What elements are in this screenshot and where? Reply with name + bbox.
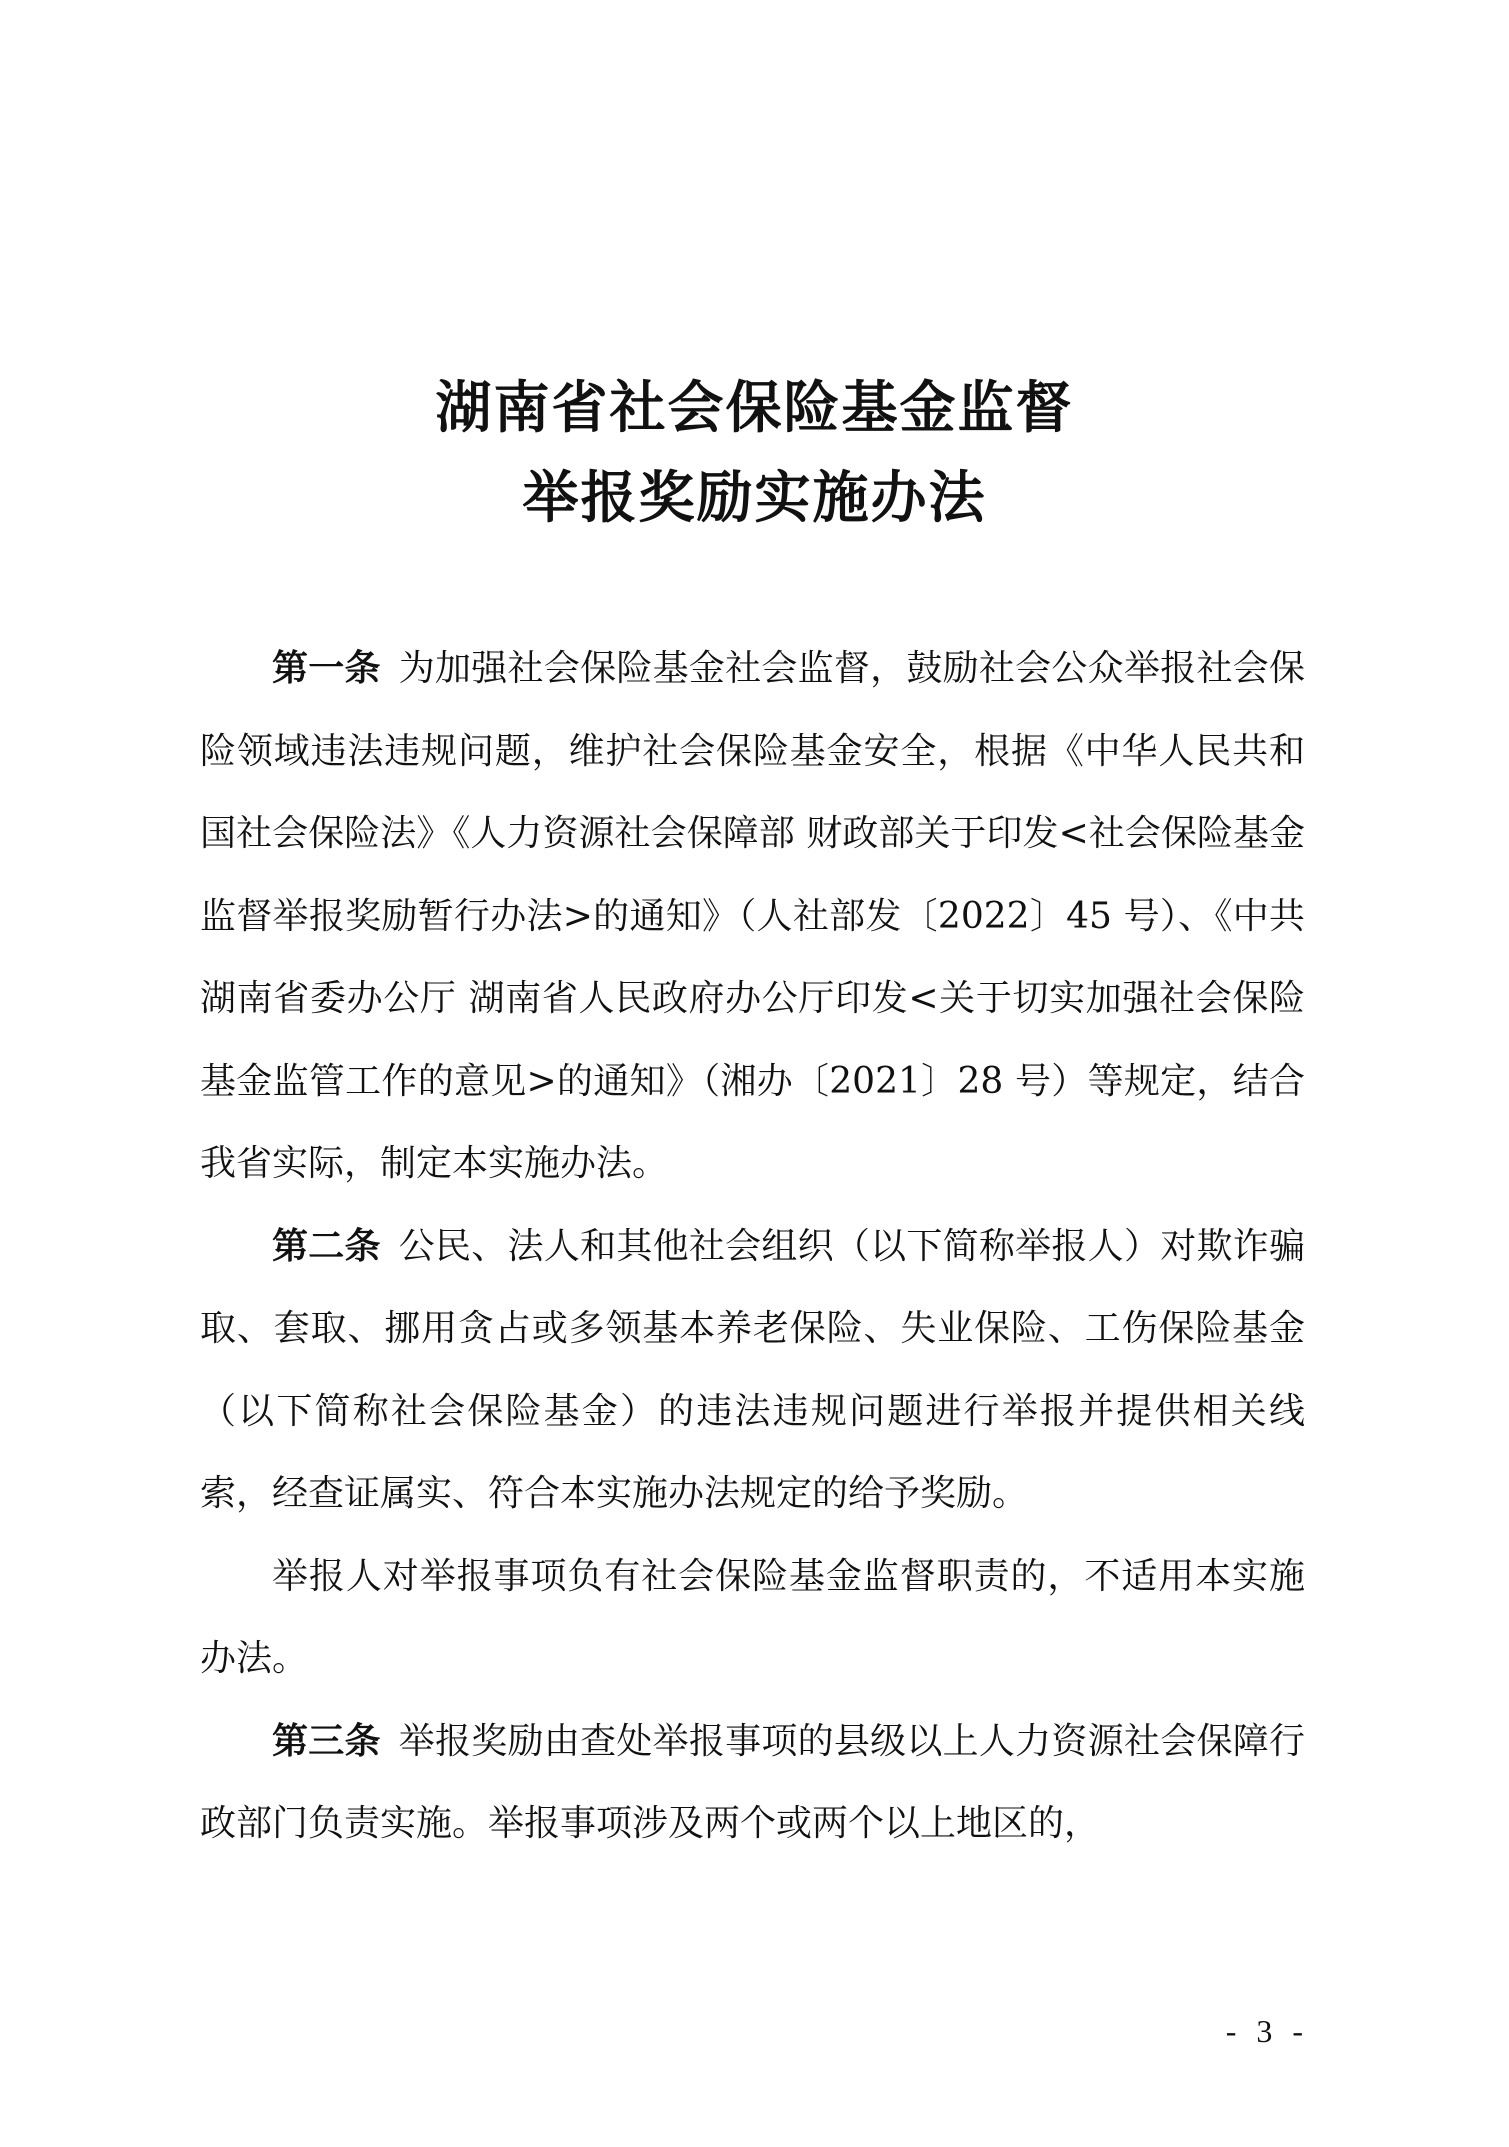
article-3-text: 举报奖励由查处举报事项的县级以上人力资源社会保障行政部门负责实施。举报事项涉及两个或两个以上地区的，	[200, 1720, 1305, 1844]
page-number: - 3 -	[1225, 2013, 1309, 2049]
document-title-line-2: 举报奖励实施办法	[522, 465, 987, 531]
article-2-label: 第二条	[272, 1225, 381, 1267]
article-3-label: 第三条	[272, 1720, 381, 1762]
article-3	[200, 1701, 1305, 1866]
article-1-text: 为加强社会保险基金社会监督，鼓励社会公众举报社会保险领域违法违规问题，维护社会保险基金安全，根据《中华人民共和国社会保险法》《人力资源社会保障部 财政部关于印发<社会保险基金监督举报奖励暂行办法>的通知》（人社部发〔2022〕45 号）、《中共湖南省委办公厅 湖南省人民政府办公厅印发<关于切实加强社会保险基金监管工作的意见>的通知》（湘办〔2021〕28 号）等规定，结合我省实际，制定本实施办法。	[200, 648, 1305, 1184]
document-body	[200, 628, 1305, 1866]
article-2-text: 公民、法人和其他社会组织（以下简称举报人）对欺诈骗取、套取、挪用贪占或多领基本养老保险、失业保险、工伤保险基金（以下简称社会保险基金）的违法违规问题进行举报并提供相关线索，经查证属实、符合本实施办法规定的给予奖励。	[200, 1225, 1305, 1514]
article-2-clause-text: 举报人对举报事项负有社会保险基金监督职责的，不适用本实施办法。	[200, 1555, 1305, 1679]
article-1-label: 第一条	[272, 648, 381, 689]
article-2-clause	[200, 1536, 1305, 1701]
article-1	[200, 628, 1305, 1206]
article-2	[200, 1206, 1305, 1536]
document-title-line-1: 湖南省社会保险基金监督	[435, 375, 1074, 441]
